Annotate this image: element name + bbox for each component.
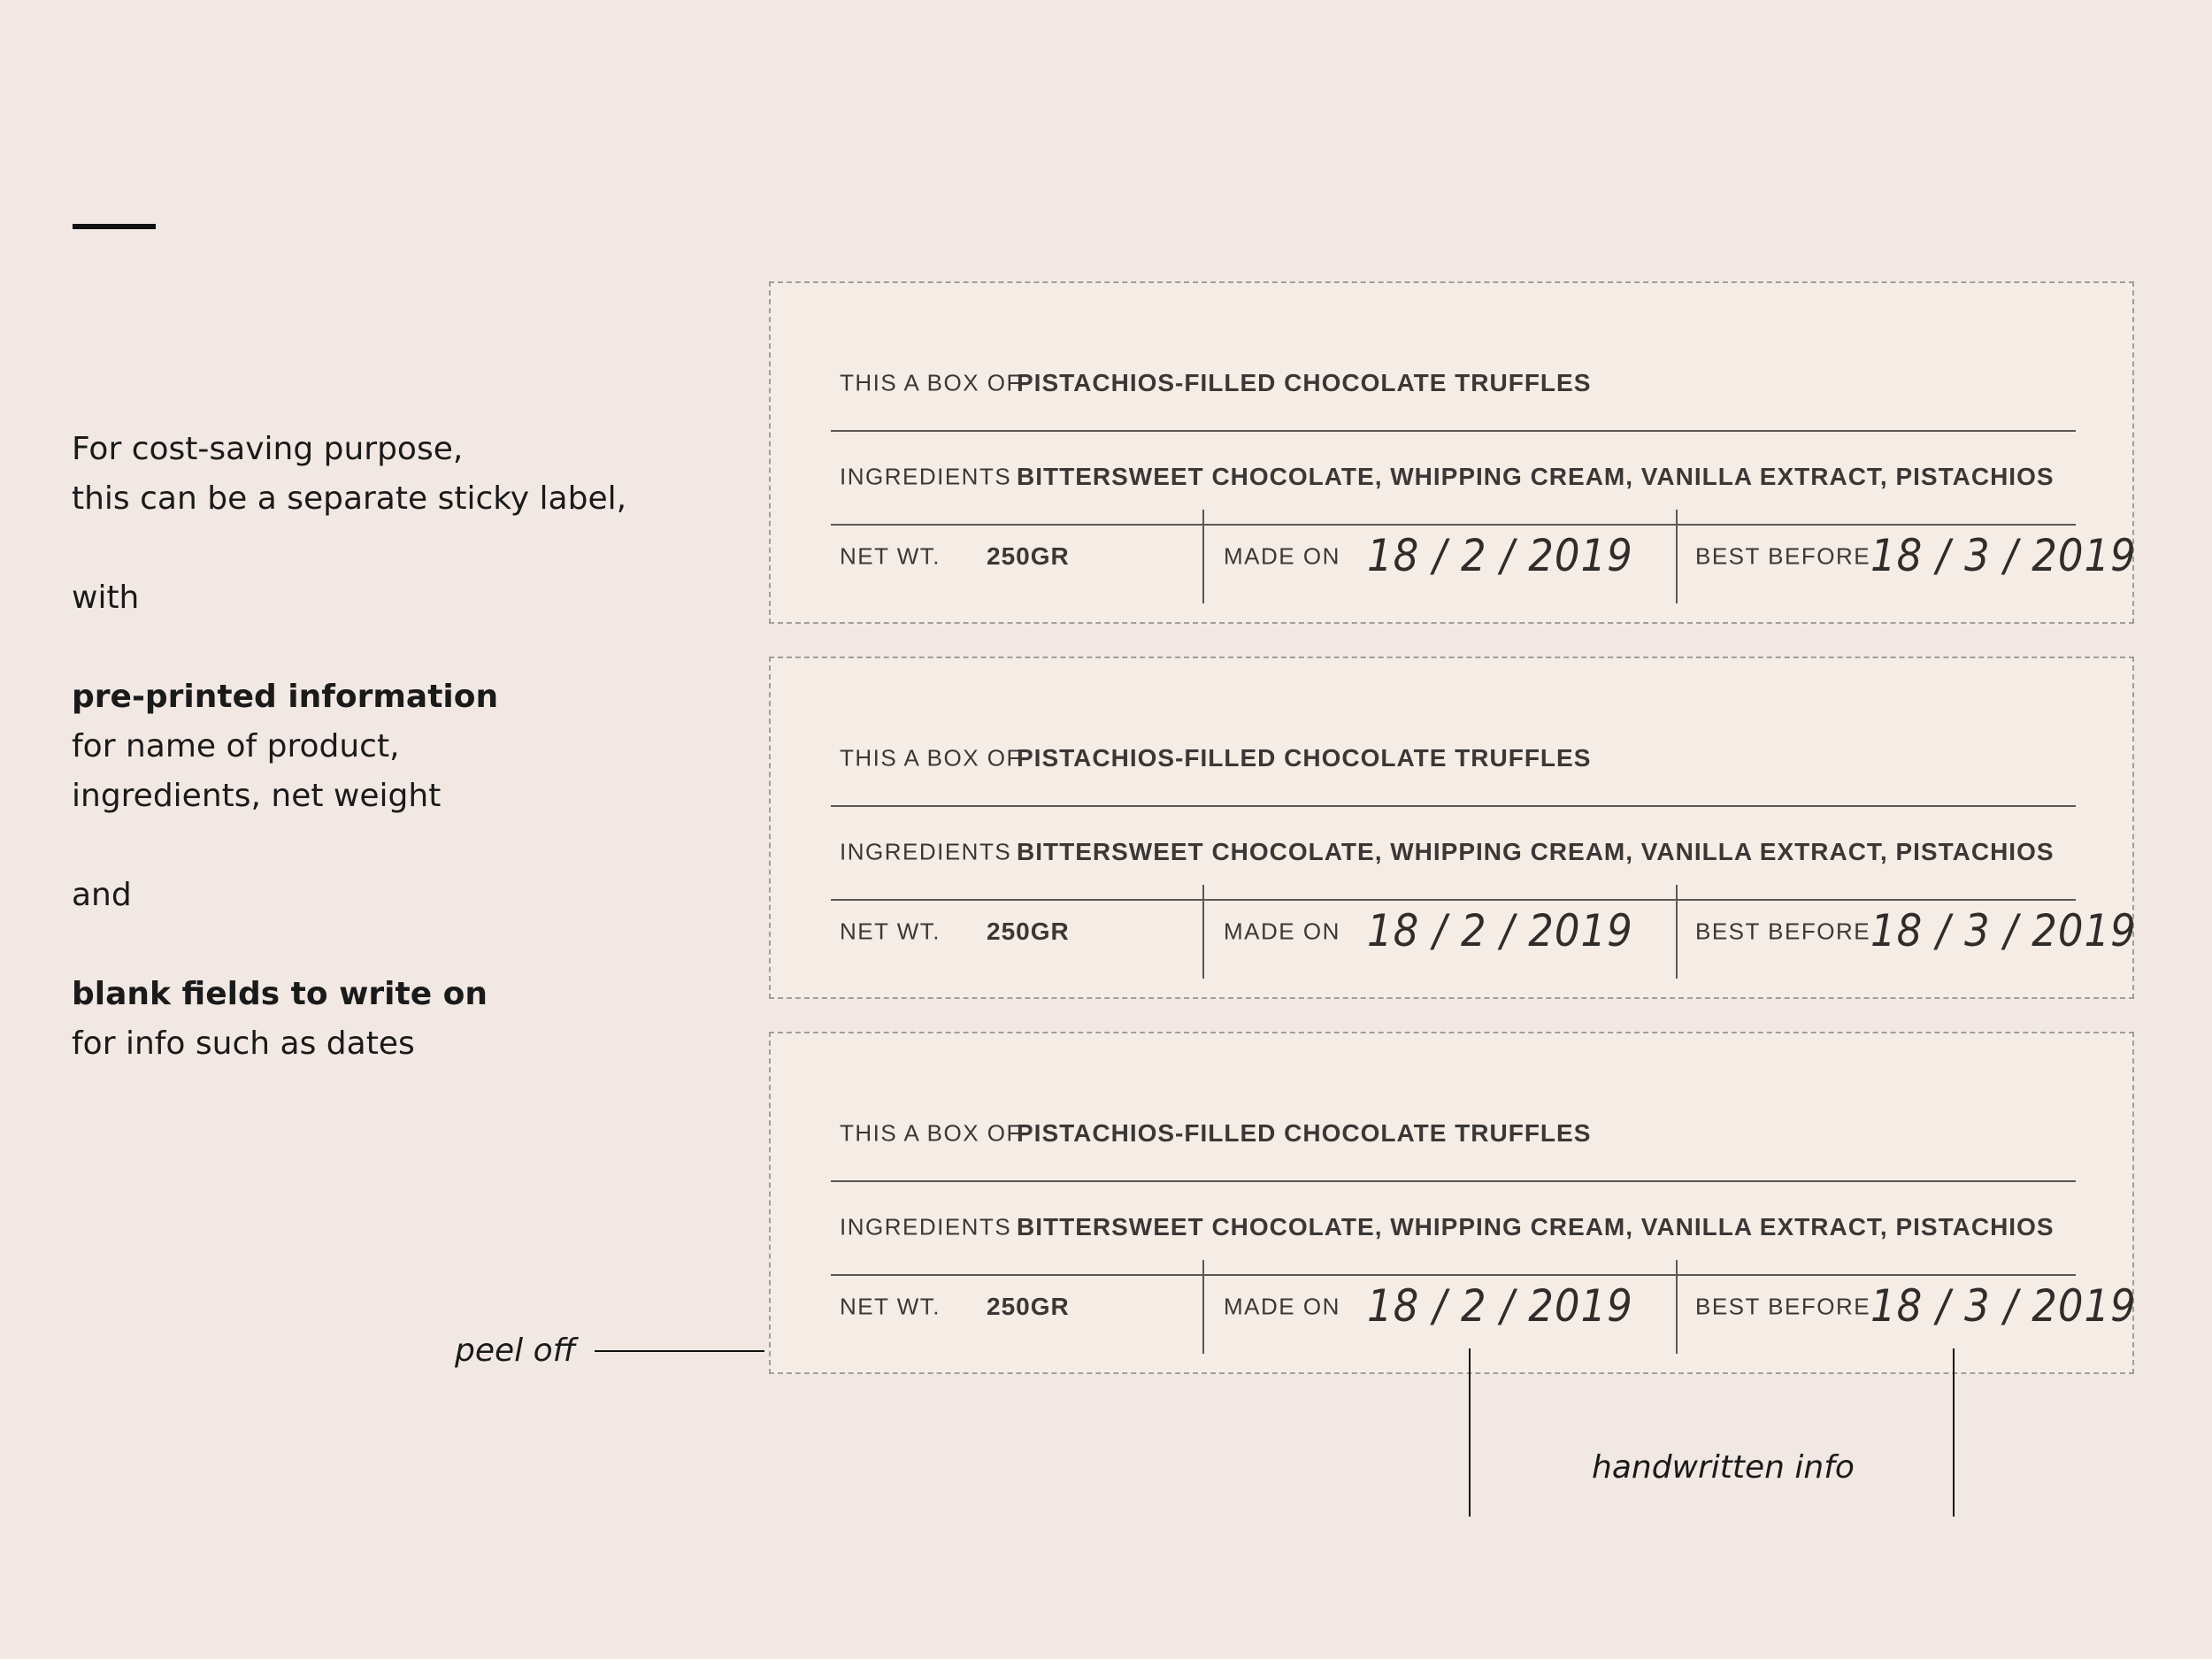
note-spacer [72,821,709,871]
net-weight-value: 250GR [987,1293,1070,1320]
sticky-label-1 [769,281,2137,624]
peel-off-leader-line [595,1350,764,1352]
best-before-cell [1676,510,2137,603]
made-on-leader-line [1469,1348,1471,1517]
ingredients-caption: INGREDIENTS [840,463,1012,490]
made-on-caption: MADE ON [1224,542,1340,570]
made-on-cell [1202,1260,1678,1354]
peel-off-annotation: peel off [455,1333,576,1369]
decorative-dash [73,224,156,229]
note-line: this can be a separate sticky label, [72,480,627,517]
note-spacer [72,524,709,573]
made-on-handwritten-date: 18 / 2 / 2019 [1367,904,1633,956]
best-before-caption: BEST BEFORE [1695,542,1871,570]
net-weight-value: 250GR [987,918,1070,945]
note-heading-preprinted: pre-printed information [72,679,499,715]
made-on-cell [1202,510,1678,603]
net-weight-value: 250GR [987,542,1070,570]
best-before-cell [1676,1260,2137,1354]
ingredients-caption: INGREDIENTS [840,838,1012,865]
product-name: PISTACHIOS-FILLED CHOCOLATE TRUFFLES [1017,744,1592,772]
net-weight-caption: NET WT. [840,542,941,570]
best-before-handwritten-date: 18 / 3 / 2019 [1870,1279,2137,1332]
made-on-caption: MADE ON [1224,1293,1340,1320]
note-line: For cost-saving purpose, [72,431,464,467]
product-row [831,336,2076,432]
box-of-caption: THIS A BOX OF [840,744,1022,772]
note-line: with [72,580,140,616]
made-on-cell [1202,885,1678,979]
best-before-caption: BEST BEFORE [1695,918,1871,945]
note-line: for name of product, [72,728,400,764]
sticky-label-3 [769,1032,2137,1374]
best-before-handwritten-date: 18 / 3 / 2019 [1870,529,2137,581]
note-spacer [72,623,709,672]
note-spacer [72,920,709,970]
box-of-caption: THIS A BOX OF [840,1119,1022,1147]
note-line: and [72,877,132,913]
note-line: ingredients, net weight [72,778,442,814]
made-on-handwritten-date: 18 / 2 / 2019 [1367,1279,1633,1332]
made-on-handwritten-date: 18 / 2 / 2019 [1367,529,1633,581]
best-before-cell [1676,885,2137,979]
net-weight-caption: NET WT. [840,1293,941,1320]
product-name: PISTACHIOS-FILLED CHOCOLATE TRUFFLES [1017,1119,1592,1147]
product-row [831,711,2076,807]
details-row [831,885,2137,979]
made-on-caption: MADE ON [1224,918,1340,945]
net-weight-caption: NET WT. [840,918,941,945]
ingredients-caption: INGREDIENTS [840,1213,1012,1240]
best-before-handwritten-date: 18 / 3 / 2019 [1870,904,2137,956]
note-line: for info such as dates [72,1025,415,1062]
net-weight-cell [831,885,1202,979]
product-row [831,1087,2076,1182]
product-name: PISTACHIOS-FILLED CHOCOLATE TRUFFLES [1017,369,1592,396]
net-weight-cell [831,1260,1202,1354]
handwritten-info-annotation: handwritten info [1592,1449,1855,1486]
sticky-label-2 [769,657,2137,999]
ingredients-list: BITTERSWEET CHOCOLATE, WHIPPING CREAM, VANILLA EXTRACT, PISTACHIOS [1017,838,2055,865]
details-row [831,510,2137,603]
ingredients-list: BITTERSWEET CHOCOLATE, WHIPPING CREAM, VANILLA EXTRACT, PISTACHIOS [1017,463,2055,490]
explanation-notes [72,425,709,1069]
note-heading-blank-fields: blank fields to write on [72,976,488,1012]
ingredients-list: BITTERSWEET CHOCOLATE, WHIPPING CREAM, VANILLA EXTRACT, PISTACHIOS [1017,1213,2055,1240]
net-weight-cell [831,510,1202,603]
best-before-leader-line [1953,1348,1955,1517]
best-before-caption: BEST BEFORE [1695,1293,1871,1320]
box-of-caption: THIS A BOX OF [840,369,1022,396]
details-row [831,1260,2137,1354]
